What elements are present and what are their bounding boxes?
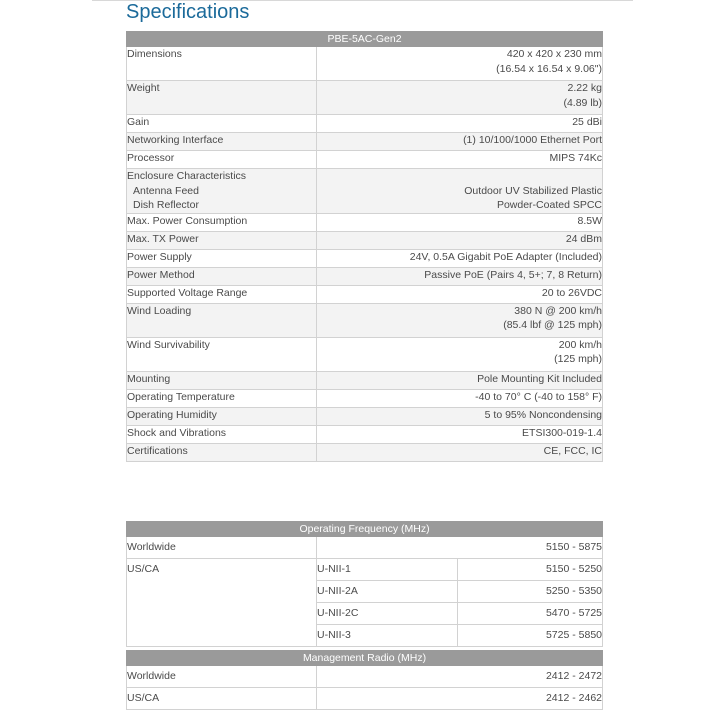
table-row — [127, 371, 603, 389]
spec-sublabel: Antenna Feed — [133, 184, 199, 197]
operating-frequency-header: Operating Frequency (MHz) — [127, 522, 603, 537]
spec-label: Max. TX Power — [127, 231, 317, 249]
spec-value-line: 420 x 420 x 230 mm — [506, 48, 602, 60]
spec-value — [317, 337, 603, 371]
spec-label: Shock and Vibrations — [127, 425, 317, 443]
spec-sublabel: Dish Reflector — [133, 199, 199, 211]
table-row — [127, 231, 603, 249]
specifications-table — [126, 31, 603, 462]
page-title: Specifications — [126, 1, 250, 23]
band-name: U-NII-1 — [317, 559, 458, 581]
table-row — [127, 213, 603, 231]
table-row — [127, 425, 603, 443]
table-row — [127, 133, 603, 151]
spec-label: Supported Voltage Range — [127, 285, 317, 303]
model-header: PBE-5AC-Gen2 — [127, 32, 603, 47]
spec-value: Pole Mounting Kit Included — [317, 371, 603, 389]
spec-label — [127, 169, 317, 214]
band-name: U-NII-3 — [317, 625, 458, 647]
spec-label: Operating Humidity — [127, 407, 317, 425]
spec-value-line: Outdoor UV Stabilized Plastic — [464, 184, 602, 197]
spec-label: Dimensions — [127, 47, 317, 81]
table-row — [127, 115, 603, 133]
spec-label: Power Supply — [127, 249, 317, 267]
mgmt-label: US/CA — [127, 688, 317, 710]
spec-value: 5 to 95% Noncondensing — [317, 407, 603, 425]
spec-value-line: 2.22 kg — [567, 82, 602, 94]
mgmt-value: 2412 - 2462 — [317, 688, 603, 710]
table-row — [127, 559, 603, 581]
band-value: 5725 - 5850 — [458, 625, 603, 647]
operating-frequency-table — [126, 521, 603, 647]
spec-value: Passive PoE (Pairs 4, 5+; 7, 8 Return) — [317, 267, 603, 285]
band-name: U-NII-2A — [317, 581, 458, 603]
table-row — [127, 285, 603, 303]
spec-value-line: Powder-Coated SPCC — [496, 199, 602, 211]
band-name: U-NII-2C — [317, 603, 458, 625]
freq-value: 5150 - 5875 — [317, 537, 603, 559]
spec-value: -40 to 70° C (-40 to 158° F) — [317, 389, 603, 407]
management-radio-header: Management Radio (MHz) — [127, 651, 603, 666]
table-row — [127, 249, 603, 267]
table-row — [127, 169, 603, 214]
table-row — [127, 151, 603, 169]
table-row — [127, 47, 603, 81]
spec-value — [317, 47, 603, 81]
spec-value-line: (16.54 x 16.54 x 9.06") — [496, 62, 602, 75]
spec-label: Max. Power Consumption — [127, 213, 317, 231]
band-value: 5470 - 5725 — [458, 603, 603, 625]
spec-label: Gain — [127, 115, 317, 133]
table-row — [127, 389, 603, 407]
spec-value — [317, 81, 603, 115]
spec-value: (1) 10/100/1000 Ethernet Port — [317, 133, 603, 151]
spec-value: 24 dBm — [317, 231, 603, 249]
spec-value: CE, FCC, IC — [317, 443, 603, 461]
spec-label: Wind Survivability — [127, 337, 317, 371]
spec-label: Certifications — [127, 443, 317, 461]
spec-value: 24V, 0.5A Gigabit PoE Adapter (Included) — [317, 249, 603, 267]
spec-value: 8.5W — [317, 213, 603, 231]
spec-label: Operating Temperature — [127, 389, 317, 407]
spec-value: 25 dBi — [317, 115, 603, 133]
spec-value-line: (85.4 lbf @ 125 mph) — [503, 319, 602, 331]
spec-label: Networking Interface — [127, 133, 317, 151]
table-row — [127, 81, 603, 115]
table-row — [127, 303, 603, 337]
spec-value-line: (4.89 lb) — [563, 96, 602, 109]
spec-value: 20 to 26VDC — [317, 285, 603, 303]
spec-label: Wind Loading — [127, 303, 317, 337]
mgmt-value: 2412 - 2472 — [317, 666, 603, 688]
table-row — [127, 267, 603, 285]
band-value: 5150 - 5250 — [458, 559, 603, 581]
spec-label: Power Method — [127, 267, 317, 285]
spec-value-line: 200 km/h — [558, 338, 602, 351]
table-row — [127, 443, 603, 461]
spec-value — [317, 169, 603, 214]
table-row — [127, 407, 603, 425]
table-row — [127, 688, 603, 710]
management-radio-table — [126, 650, 603, 710]
spec-label: Weight — [127, 81, 317, 115]
table-row — [127, 666, 603, 688]
spec-value — [317, 303, 603, 337]
spec-label: Mounting — [127, 371, 317, 389]
spec-value: ETSI300-019-1.4 — [317, 425, 603, 443]
spec-value: MIPS 74Kc — [317, 151, 603, 169]
mgmt-label: Worldwide — [127, 666, 317, 688]
freq-label: US/CA — [127, 559, 317, 647]
freq-label: Worldwide — [127, 537, 317, 559]
table-row — [127, 337, 603, 371]
spec-label-main: Enclosure Characteristics — [127, 170, 247, 182]
band-value: 5250 - 5350 — [458, 581, 603, 603]
spec-label: Processor — [127, 151, 317, 169]
table-row — [127, 537, 603, 559]
spec-value-line: 380 N @ 200 km/h — [514, 304, 602, 317]
spec-value-line: (125 mph) — [554, 353, 602, 365]
